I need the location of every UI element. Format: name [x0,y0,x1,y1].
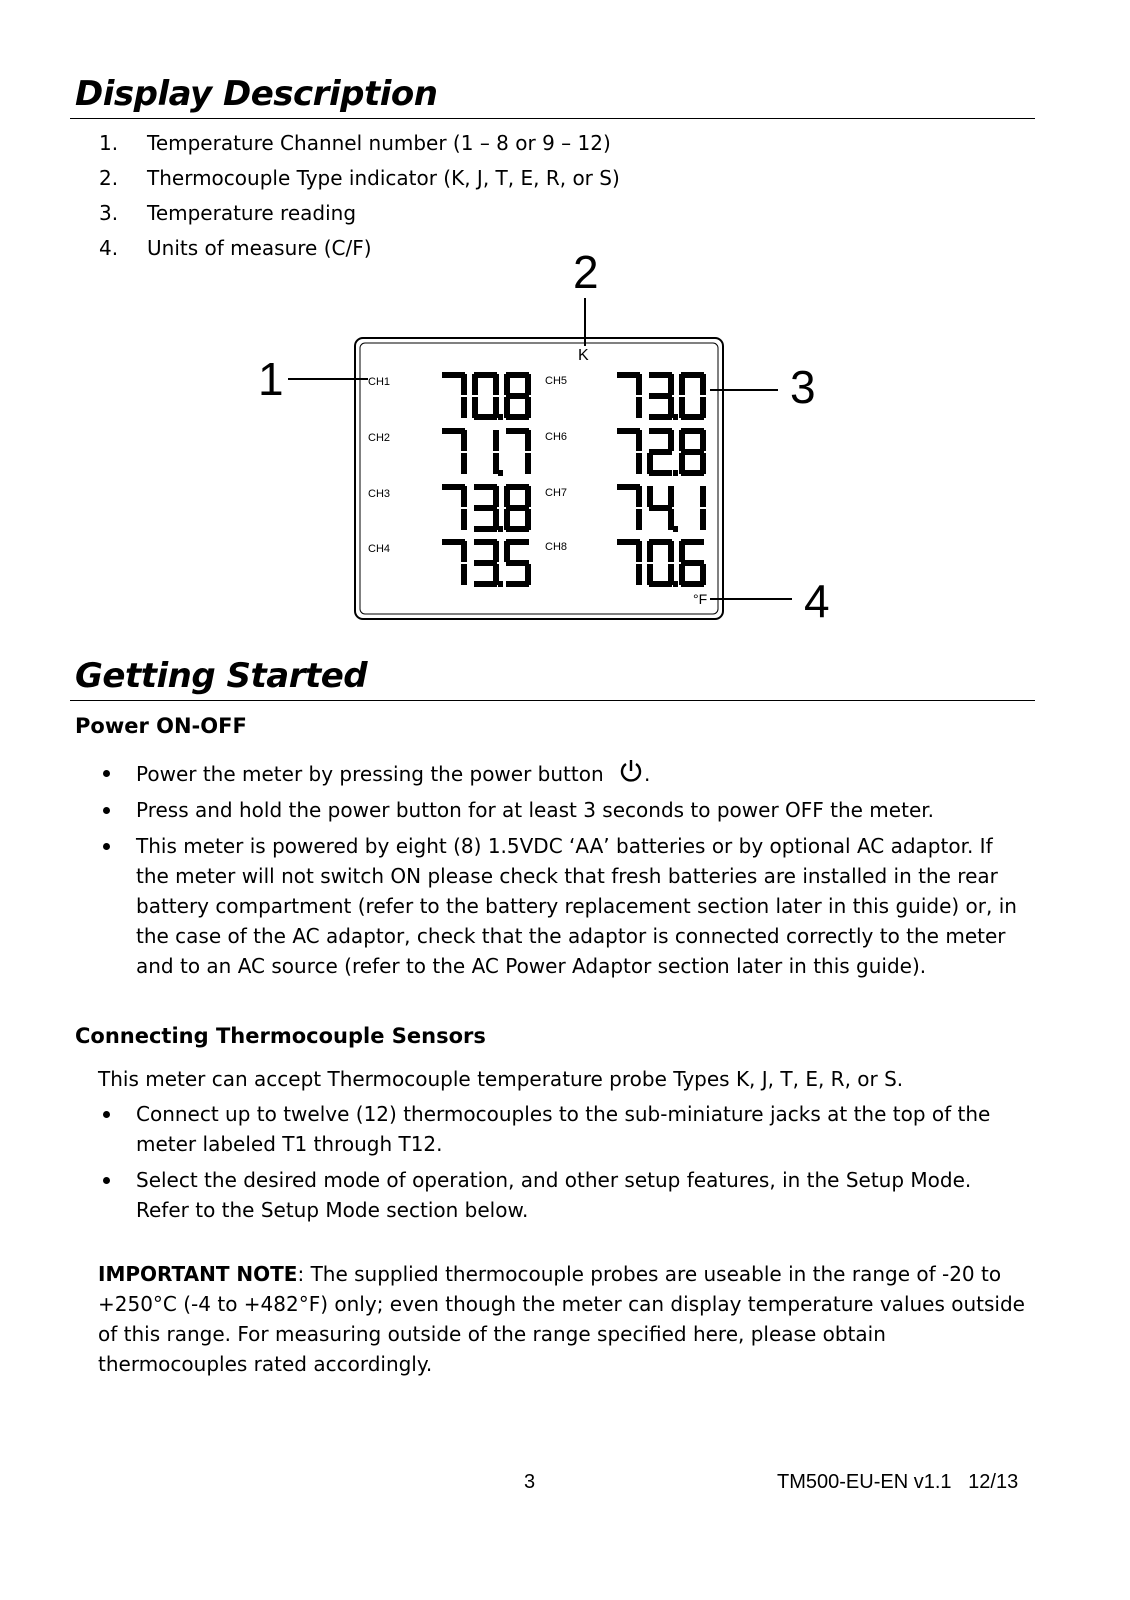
lcd-decimal-point [498,526,503,532]
lcd-decimal-point [673,414,678,420]
lcd-decimal-point [673,526,678,532]
bullet-dot [103,1111,110,1118]
lcd-segment [461,397,467,418]
lcd-segment [647,564,653,585]
lcd-decimal-point [673,581,678,587]
lcd-decimal-point [498,470,503,476]
page-number: 3 [524,1471,536,1493]
important-note [98,1259,1033,1379]
lcd-segment [461,541,467,562]
lcd-display-diagram [240,240,860,640]
lcd-segment [636,374,642,395]
unit-indicator: °F [693,591,708,607]
list-item [75,1099,1030,1159]
lcd-segment [461,486,467,507]
section-title-getting-started: Getting Started [75,656,368,696]
bullet-dot [103,1177,110,1184]
lcd-segment [668,541,674,562]
bullet-text: Press and hold the power button for at least 3 seconds to power OFF the meter. [136,798,934,822]
sensors-bullets [75,1099,1030,1231]
bullet-dot [103,770,110,777]
lcd-segment [636,397,642,418]
lcd-segment [504,541,510,562]
lcd-segment [525,430,531,451]
bullet-text: This meter is powered by eight (8) 1.5VDC ‘AA’ batteries or by optional AC adaptor. If the meter will not switch ON please check that fresh batteries are installed in the rear battery compartment (refer to the battery replacement section later in this guide) or, in the case of the AC adaptor, check that the adaptor is connected correctly to the meter and to an AC source (refer to the AC Power Adaptor section later in this guide). [136,834,1017,978]
lcd-digit [442,484,467,530]
lcd-segment [474,526,497,532]
important-note-label: IMPORTANT NOTE [98,1262,298,1286]
lcd-segment [636,486,642,507]
lcd-digit [504,372,531,420]
lcd-segment [636,541,642,562]
item-text: Temperature reading [147,201,357,225]
callout-number-3: 3 [790,361,816,413]
lcd-segment [504,397,510,418]
lcd-segment [506,505,529,511]
list-item [99,166,699,201]
lcd-decimal-point [498,581,503,587]
lcd-digit [649,372,674,420]
title-rule [70,118,1035,119]
lcd-segment [700,486,706,507]
sensors-intro: This meter can accept Thermocouple temperature probe Types K, J, T, E, R, or S. [98,1067,904,1091]
document-id: TM500-EU-EN v1.1 12/13 [777,1471,1019,1493]
item-number: 4. [99,236,119,260]
list-item [75,1165,1030,1225]
lcd-segment [525,453,531,474]
lcd-segment [461,453,467,474]
temperature-readings [442,372,706,587]
callout-number-1: 1 [258,353,284,405]
list-item [75,758,1030,789]
lcd-segment [636,430,642,451]
lcd-segment [668,374,674,395]
power-icon [618,758,644,784]
lcd-segment [461,509,467,530]
lcd-digit [442,539,467,585]
callout-number-4: 4 [804,575,830,627]
lcd-segment [525,374,531,395]
lcd-segment [493,486,499,507]
item-number: 3. [99,201,119,225]
bullet-text: Connect up to twelve (12) thermocouples to the sub-miniature jacks at the top of the meter labeled T1 through T12. [136,1102,991,1156]
item-text: Thermocouple Type indicator (K, J, T, E, R, or S) [147,166,620,190]
lcd-segment [506,581,529,587]
bullet-dot [103,807,110,814]
lcd-digit [700,486,706,530]
sensors-heading: Connecting Thermocouple Sensors [75,1024,486,1048]
lcd-digit [442,372,467,418]
item-number: 2. [99,166,119,190]
bullet-text: Power the meter by pressing the power button [136,762,604,786]
lcd-segment [679,453,685,474]
lcd-digit [504,539,531,587]
lcd-digit [474,484,499,532]
channel-label: CH8 [545,541,568,553]
lcd-frame [355,338,723,619]
channel-label: CH3 [368,488,391,500]
channel-label: CH7 [545,487,568,499]
list-item [99,201,699,236]
lcd-digit [617,372,642,418]
lcd-digit [679,428,706,476]
lcd-segment [679,430,685,451]
lcd-segment [668,430,674,451]
lcd-digit [617,539,642,585]
item-number: 1. [99,131,119,155]
list-item [99,131,699,166]
lcd-segment [493,541,499,562]
lcd-segment [647,541,653,562]
lcd-digit [617,484,642,530]
lcd-digit [647,428,674,476]
lcd-segment [649,414,672,420]
lcd-segment [504,374,510,395]
power-heading: Power ON-OFF [75,714,247,738]
lcd-segment [461,374,467,395]
lcd-digit [442,428,467,474]
channel-label: CH2 [368,432,391,444]
lcd-segment [679,541,685,562]
list-item [75,831,1030,981]
lcd-digit [617,428,642,474]
lcd-segment [506,393,529,399]
lcd-segment [679,374,685,395]
lcd-segment [700,374,706,395]
item-text: Units of measure (C/F) [147,236,372,260]
lcd-digit [647,486,674,530]
lcd-decimal-point [498,414,503,420]
lcd-decimal-point [673,470,678,476]
lcd-segment [649,470,672,476]
callout-number-2: 2 [573,246,599,298]
lcd-segment [679,397,685,418]
bullet-suffix: . [644,762,651,786]
lcd-segment [636,509,642,530]
lcd-digit [679,539,706,587]
lcd-segment [700,430,706,451]
lcd-segment [461,564,467,585]
lcd-segment [525,486,531,507]
lcd-segment [504,486,510,507]
lcd-segment [700,509,706,530]
lcd-segment [681,449,704,455]
lcd-segment [668,486,674,507]
lcd-segment [700,564,706,585]
lcd-segment [493,374,499,395]
lcd-digit [679,372,706,420]
lcd-segment [647,486,653,507]
lcd-segment [504,509,510,530]
channel-label: CH6 [545,431,568,443]
lcd-digit [474,539,499,587]
lcd-segment [472,397,478,418]
lcd-segment [474,581,497,587]
lcd-digit [647,539,674,587]
thermocouple-type-indicator: K [578,347,589,364]
title-rule [70,700,1035,701]
lcd-digit [493,430,499,474]
channel-label: CH5 [545,375,568,387]
lcd-segment [636,564,642,585]
item-text: Temperature Channel number (1 – 8 or 9 – 12) [147,131,611,155]
lcd-digit [504,484,531,532]
lcd-digit [506,428,531,474]
important-note-text: : The supplied thermocouple probes are useable in the range of -20 to +250°C (-4 to +482°F) only; even though the meter can display temperature values outside of this range. For measuring outside of the range specified here, please obtain thermocouples rated accordingly. [98,1262,1025,1376]
channel-label: CH1 [368,376,391,388]
list-item [75,795,1030,825]
power-bullets [75,758,1030,987]
lcd-segment [472,374,478,395]
bullet-dot [103,843,110,850]
lcd-digit [472,372,499,420]
lcd-segment [461,430,467,451]
section-title-display: Display Description [75,74,438,114]
lcd-segment [493,430,499,451]
lcd-segment [636,453,642,474]
channel-label: CH4 [368,543,391,555]
bullet-text: Select the desired mode of operation, and other setup features, in the Setup Mode. Refer to the Setup Mode section below. [136,1168,972,1222]
